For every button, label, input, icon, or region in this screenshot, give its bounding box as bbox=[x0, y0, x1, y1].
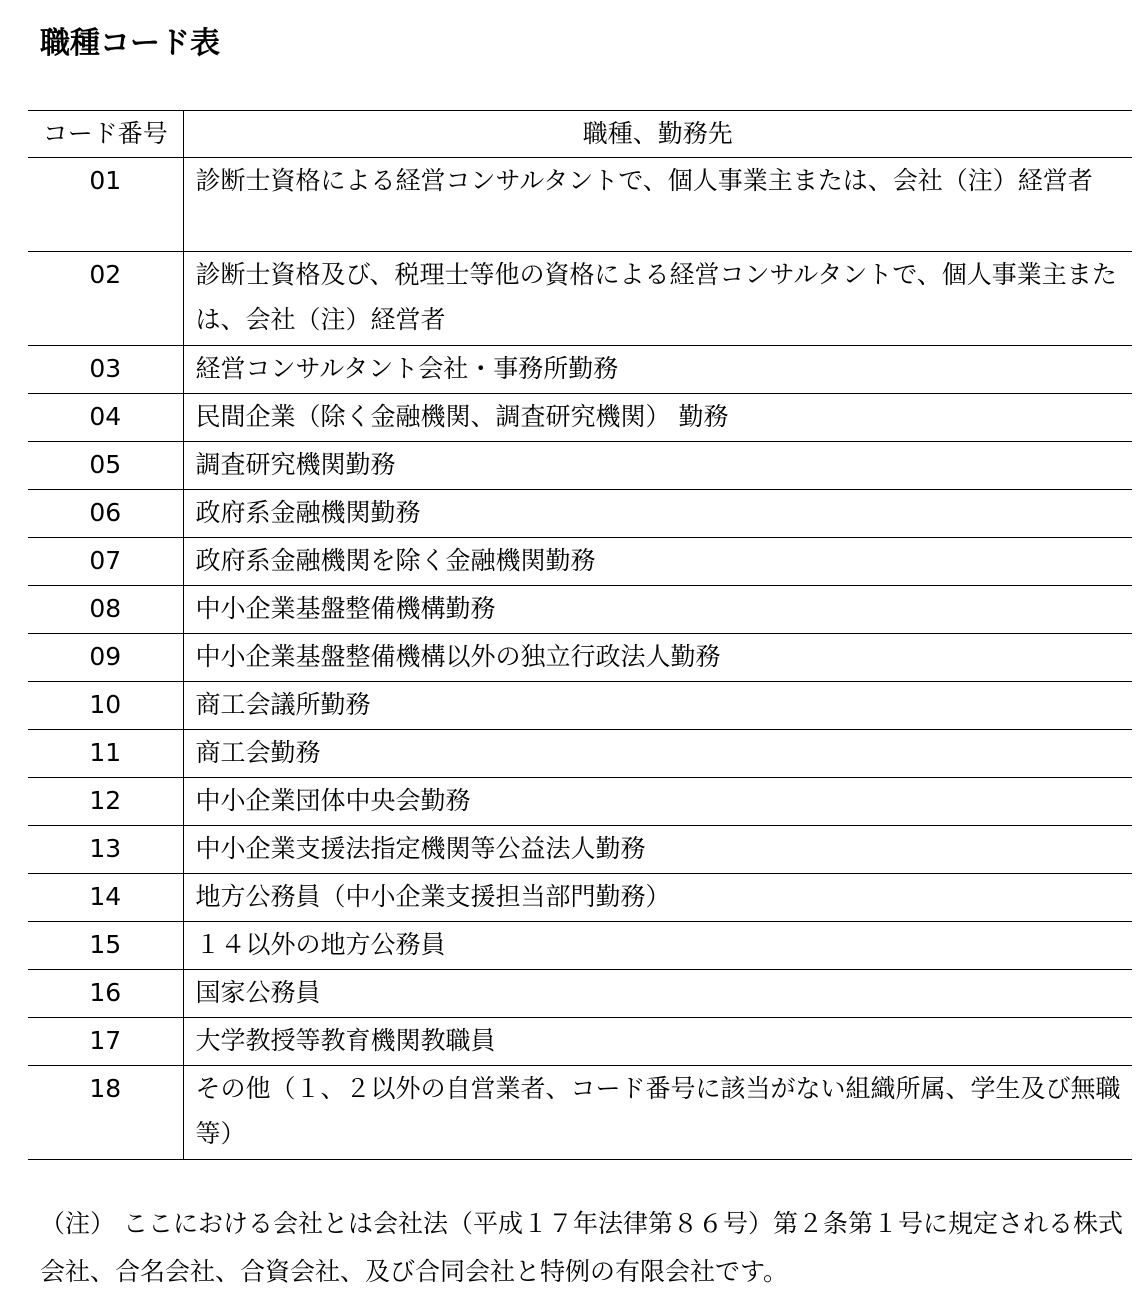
description-cell: その他（１、２以外の自営業者、コード番号に該当がない組織所属、学生及び無職等） bbox=[183, 1066, 1132, 1160]
description-cell: 政府系金融機関勤務 bbox=[183, 490, 1132, 538]
code-cell: 07 bbox=[28, 538, 183, 586]
footnote: （注） ここにおける会社とは会社法（平成１７年法律第８６号）第２条第１号に規定される株式会社、合名会社、合資会社、及び合同会社と特例の有限会社です。 bbox=[40, 1209, 1123, 1286]
description-cell: 中小企業団体中央会勤務 bbox=[183, 778, 1132, 826]
description-cell: 調査研究機関勤務 bbox=[183, 442, 1132, 490]
code-cell: 02 bbox=[28, 252, 183, 346]
code-cell: 15 bbox=[28, 922, 183, 970]
code-cell: 12 bbox=[28, 778, 183, 826]
table-row bbox=[28, 874, 1132, 922]
code-cell: 06 bbox=[28, 490, 183, 538]
table-row bbox=[28, 346, 1132, 394]
job-code-table bbox=[28, 110, 1132, 1160]
description-cell: 商工会勤務 bbox=[183, 730, 1132, 778]
table-row bbox=[28, 1066, 1132, 1160]
page-title: 職種コード表 bbox=[40, 26, 220, 61]
code-cell: 04 bbox=[28, 394, 183, 442]
table-row bbox=[28, 490, 1132, 538]
table-row bbox=[28, 970, 1132, 1018]
description-cell: 診断士資格による経営コンサルタントで、個人事業主または、会社（注）経営者 bbox=[183, 158, 1132, 252]
table-header-row bbox=[28, 111, 1132, 158]
code-cell: 14 bbox=[28, 874, 183, 922]
code-cell: 08 bbox=[28, 586, 183, 634]
table-row bbox=[28, 826, 1132, 874]
table-row bbox=[28, 158, 1132, 252]
header-code-number: コード番号 bbox=[28, 111, 183, 158]
description-cell: １４以外の地方公務員 bbox=[183, 922, 1132, 970]
table-row bbox=[28, 252, 1132, 346]
code-cell: 13 bbox=[28, 826, 183, 874]
description-cell: 商工会議所勤務 bbox=[183, 682, 1132, 730]
code-cell: 03 bbox=[28, 346, 183, 394]
table-row bbox=[28, 778, 1132, 826]
description-cell: 国家公務員 bbox=[183, 970, 1132, 1018]
description-cell: 中小企業基盤整備機構以外の独立行政法人勤務 bbox=[183, 634, 1132, 682]
description-cell: 民間企業（除く金融機関、調査研究機関） 勤務 bbox=[183, 394, 1132, 442]
description-cell: 診断士資格及び、税理士等他の資格による経営コンサルタントで、個人事業主または、会社（注）経営者 bbox=[183, 252, 1132, 346]
code-cell: 05 bbox=[28, 442, 183, 490]
code-cell: 10 bbox=[28, 682, 183, 730]
code-cell: 11 bbox=[28, 730, 183, 778]
code-cell: 18 bbox=[28, 1066, 183, 1160]
header-job-workplace: 職種、勤務先 bbox=[183, 111, 1132, 158]
table-row bbox=[28, 682, 1132, 730]
table-row bbox=[28, 922, 1132, 970]
description-cell: 経営コンサルタント会社・事務所勤務 bbox=[183, 346, 1132, 394]
code-cell: 16 bbox=[28, 970, 183, 1018]
table-row bbox=[28, 394, 1132, 442]
code-cell: 09 bbox=[28, 634, 183, 682]
table-row bbox=[28, 586, 1132, 634]
description-cell: 地方公務員（中小企業支援担当部門勤務） bbox=[183, 874, 1132, 922]
table-row bbox=[28, 634, 1132, 682]
description-cell: 政府系金融機関を除く金融機関勤務 bbox=[183, 538, 1132, 586]
description-cell: 中小企業支援法指定機関等公益法人勤務 bbox=[183, 826, 1132, 874]
code-cell: 17 bbox=[28, 1018, 183, 1066]
table-row bbox=[28, 538, 1132, 586]
code-cell: 01 bbox=[28, 158, 183, 252]
description-cell: 大学教授等教育機関教職員 bbox=[183, 1018, 1132, 1066]
table-row bbox=[28, 442, 1132, 490]
description-cell: 中小企業基盤整備機構勤務 bbox=[183, 586, 1132, 634]
table-row bbox=[28, 730, 1132, 778]
table-row bbox=[28, 1018, 1132, 1066]
